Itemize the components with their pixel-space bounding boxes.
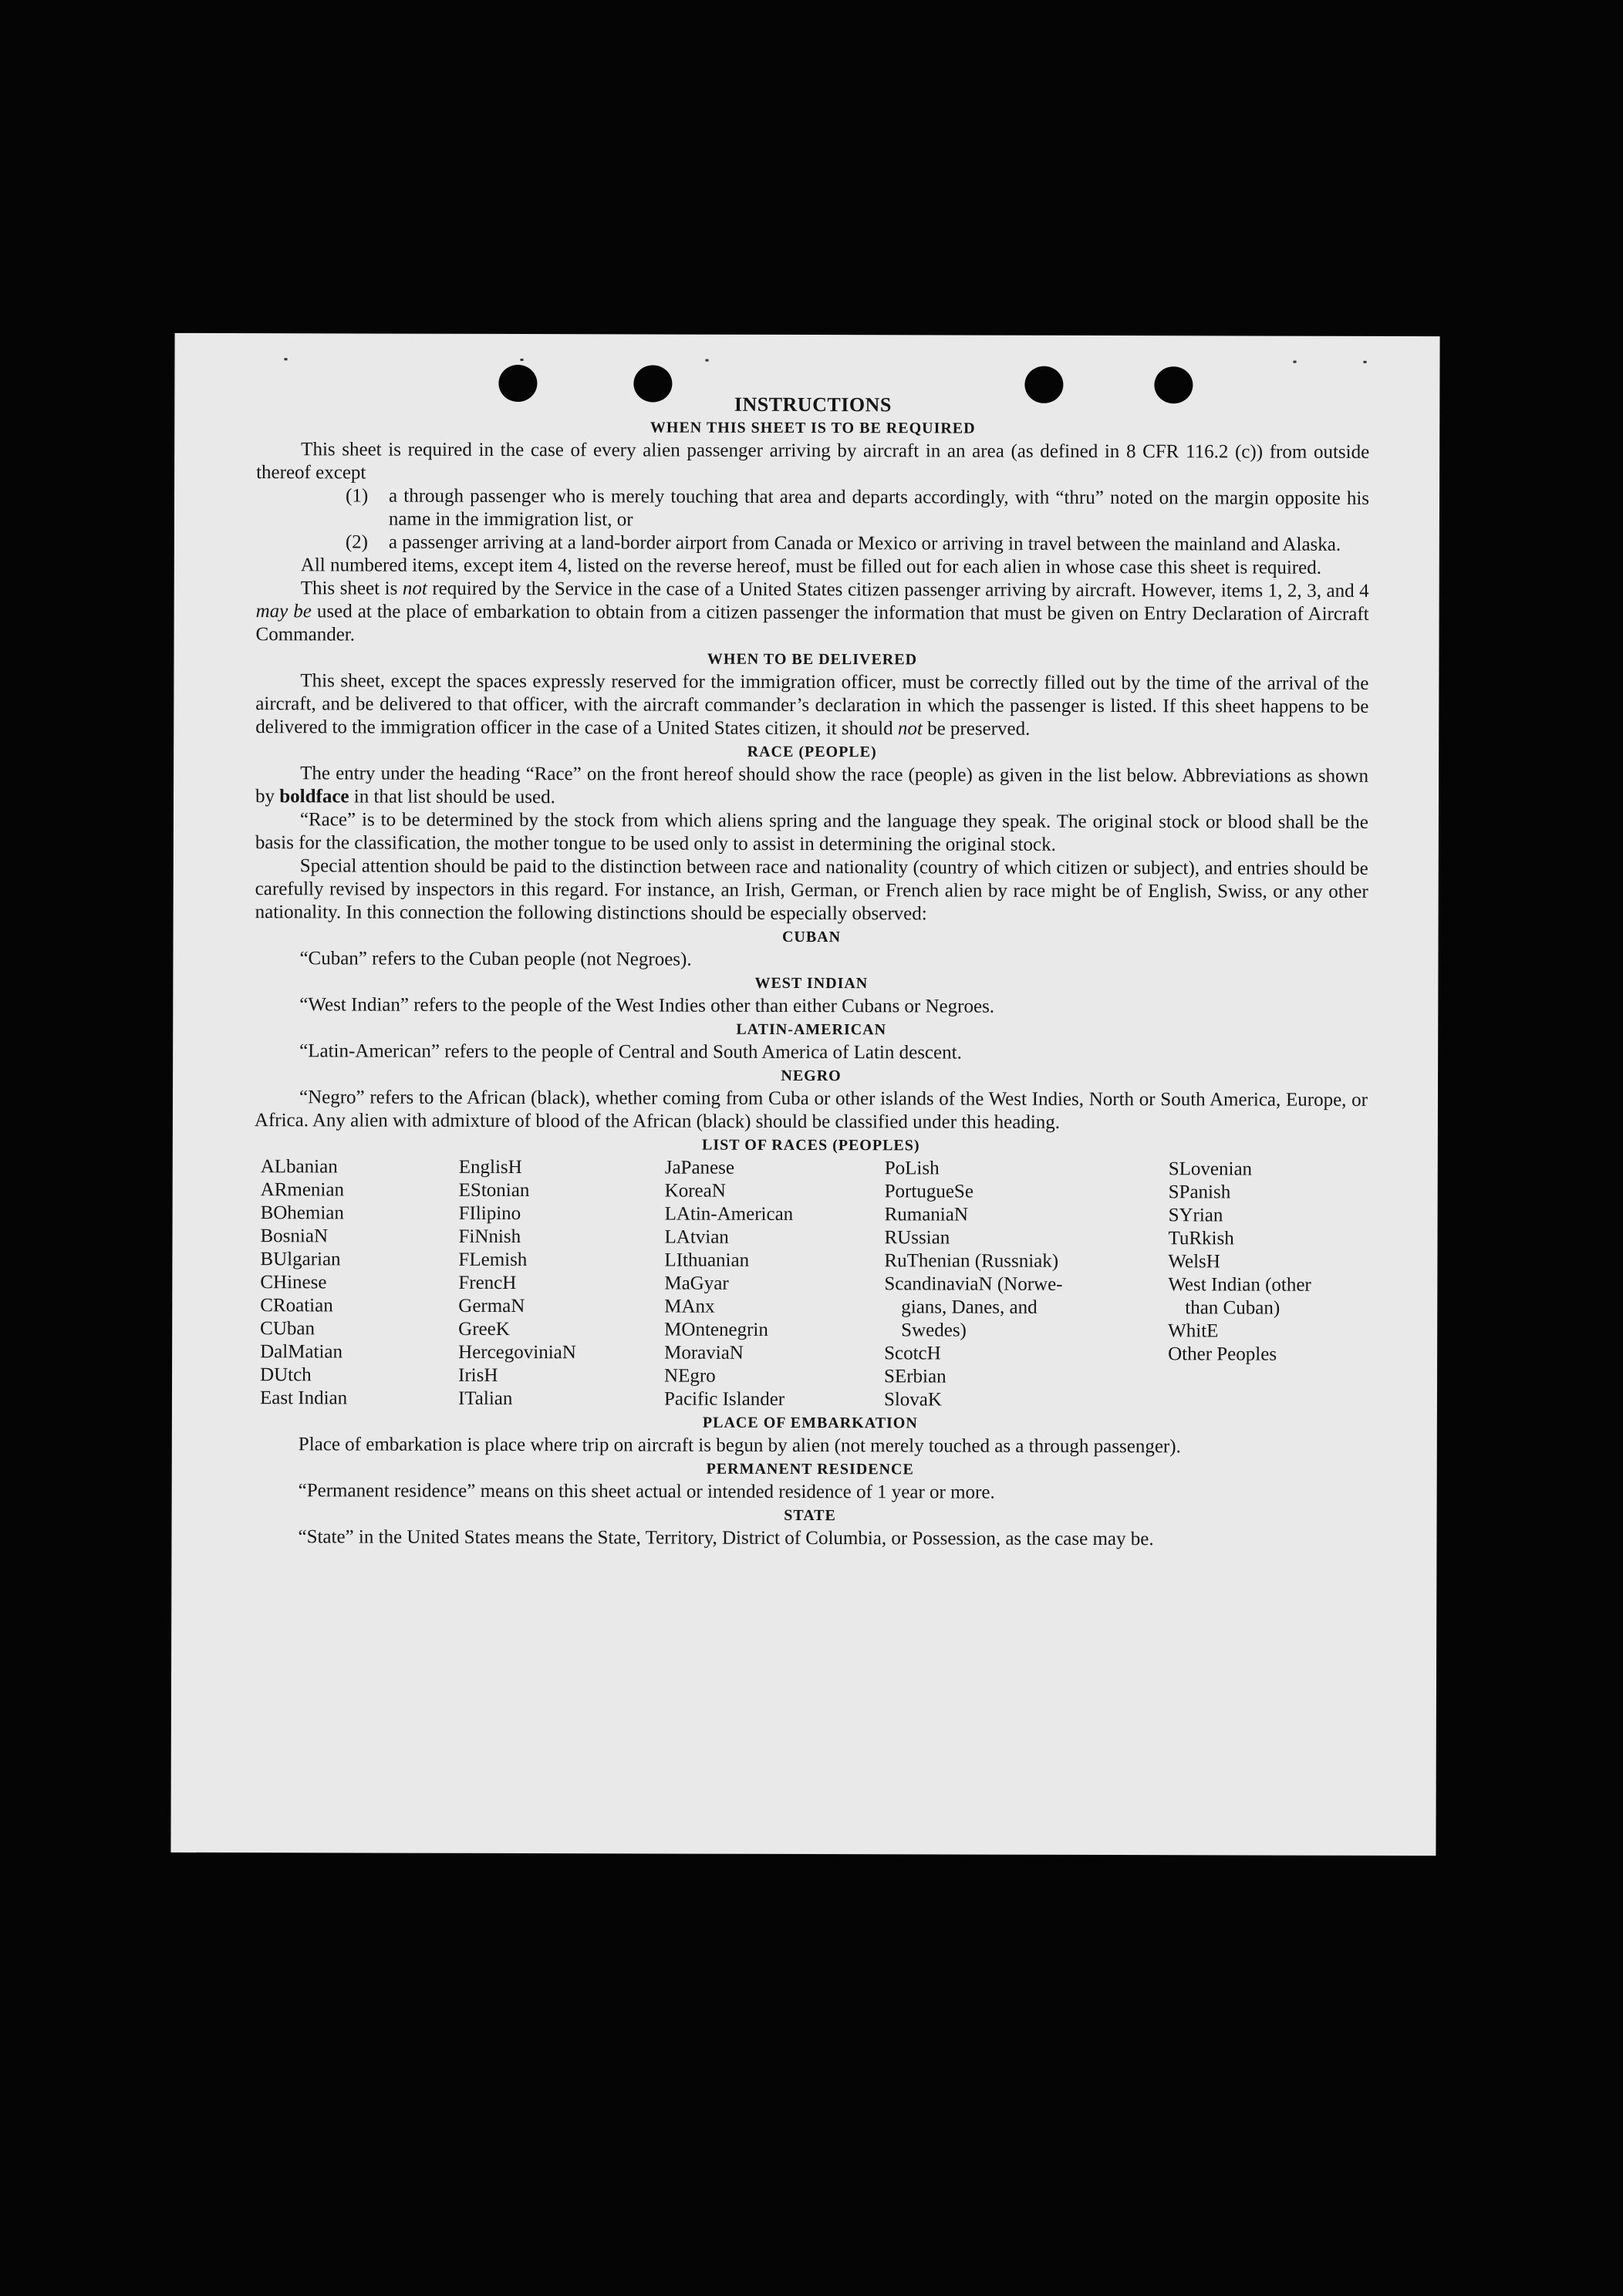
races-column-2 — [458, 1156, 665, 1411]
race-entry-continued: than Cuban) — [1185, 1297, 1281, 1319]
text-run: in that list should be used. — [349, 786, 555, 808]
item-text: a through passenger who is merely touching that area and departs accordingly, with “thru” noted on the margin opposite his name in the immigration list, or — [388, 485, 1370, 531]
race-entry: FIlipino — [458, 1202, 521, 1225]
race-entry: NEgro — [664, 1365, 716, 1387]
race-entry: Pacific Islander — [663, 1388, 785, 1410]
speck — [705, 359, 708, 362]
race-entry: CHinese — [260, 1272, 327, 1293]
section-heading-residence: PERMANENT RESIDENCE — [706, 1460, 914, 1478]
page-title: INSTRUCTIONS — [734, 393, 892, 416]
italic-may-be: may be — [255, 601, 312, 622]
paragraph-cuban: “Cuban” refers to the Cuban people (not Negroes). — [299, 948, 692, 970]
speck — [284, 358, 287, 360]
race-entry: BUlgarian — [260, 1249, 341, 1270]
race-entry: DalMatian — [260, 1341, 343, 1363]
race-entry: ALbanian — [260, 1156, 338, 1178]
race-entry-continued: gians, Danes, and — [901, 1296, 1038, 1318]
race-entry: RUssian — [884, 1227, 950, 1249]
race-entry: PortugueSe — [884, 1181, 973, 1202]
document-sheet — [170, 333, 1439, 1856]
races-column-4 — [884, 1157, 1169, 1412]
text-run: be preserved. — [922, 718, 1031, 740]
text-run: used at the place of embarkation to obtain from a citizen passenger the information that must be given on Entry Declaration of Aircraft Commander. — [255, 601, 1369, 646]
item-text: a passenger arriving at a land-border airport from Canada or Mexico or arriving in travel between the mainland and Alaska. — [388, 531, 1341, 555]
race-entry: SYrian — [1168, 1205, 1223, 1226]
paragraph-west-indian: “West Indian” refers to the people of the West Indies other than either Cubans or Negroes. — [299, 994, 995, 1017]
race-entry: BosniaN — [260, 1226, 329, 1247]
race-entry: RuThenian (Russniak) — [884, 1250, 1059, 1272]
section-heading-when-delivered: WHEN TO BE DELIVERED — [707, 650, 918, 669]
race-entry: MOntenegrin — [664, 1319, 768, 1340]
race-entry: FrencH — [458, 1272, 517, 1294]
race-entry: MaGyar — [664, 1273, 729, 1294]
paragraph-citizen — [256, 577, 1369, 649]
race-entry: TuRkish — [1168, 1228, 1234, 1249]
paragraph-delivered — [255, 669, 1368, 742]
section-heading-when-required: WHEN THIS SHEET IS TO BE REQUIRED — [650, 419, 976, 437]
speck — [1363, 361, 1366, 363]
race-entry: CUban — [260, 1318, 315, 1340]
race-entry: SPanish — [1168, 1182, 1231, 1203]
item-number: (1) — [345, 485, 369, 507]
race-entry: PoLish — [884, 1158, 940, 1179]
text-run: This sheet, except the spaces expressly reserved for the immigration officer, must be correctly filled out by the time of the arrival of the aircraft, and be delivered to that officer, with the aircraft commander’s declaration in which the passenger is listed. If this sheet happens to be delivered to the immigration officer in the case of a United States citizen, it should — [255, 670, 1369, 740]
race-entry: GreeK — [458, 1318, 510, 1340]
section-heading-race: RACE (PEOPLE) — [747, 743, 877, 761]
race-entry: BOhemian — [260, 1202, 344, 1224]
item-number: (2) — [345, 531, 369, 553]
race-entry: ARmenian — [260, 1179, 345, 1201]
race-entry: IrisH — [458, 1364, 498, 1386]
race-entry: WhitE — [1168, 1320, 1219, 1342]
race-entry: SErbian — [884, 1366, 946, 1387]
races-column-3 — [664, 1157, 885, 1412]
paragraph-latin-american: “Latin-American” refers to the people of Central and South America of Latin descent. — [299, 1040, 962, 1064]
race-entry: EnglisH — [458, 1156, 522, 1178]
exception-item-2 — [256, 531, 1369, 557]
race-entry: JaPanese — [664, 1157, 735, 1178]
races-column-1 — [260, 1155, 459, 1411]
speck — [1293, 361, 1296, 363]
race-entry: HercegoviniaN — [458, 1341, 576, 1364]
race-entry: SlovaK — [883, 1389, 942, 1411]
section-heading-west-indian: WEST INDIAN — [754, 974, 869, 993]
section-heading-embarkation: PLACE OF EMBARKATION — [702, 1414, 918, 1432]
race-entry: MoraviaN — [664, 1342, 744, 1364]
section-heading-state: STATE — [784, 1506, 836, 1525]
text-run: The entry under the heading “Race” on the front hereof should show the race (people) as given in the list below. Abbreviations as shown by — [255, 763, 1369, 807]
race-entry: West Indian (other — [1168, 1274, 1311, 1296]
paragraph-numbered-items: All numbered items, except item 4, listed on the reverse hereof, must be filled out for each alien in whose case this sheet is required. — [300, 555, 1322, 578]
text-run: required by the Service in the case of a United States citizen passenger arriving by aircraft. However, items 1, 2, 3, and 4 — [427, 578, 1369, 602]
paragraph-required-intro: This sheet is required in the case of every alien passenger arriving by aircraft in an area (as defined in 8 CFR 116.2 (c)) from outside thereof except — [256, 439, 1370, 484]
text-run: This sheet is — [300, 578, 403, 599]
paragraph-residence: “Permanent residence” means on this sheet actual or intended residence of 1 year or more. — [298, 1480, 995, 1503]
paragraph-race-definition: “Race” is to be determined by the stock from which aliens spring and the language they speak. The original stock or blood shall be the basis for the classification, the mother tongue to be used only to assist in determining the original stock. — [255, 809, 1368, 855]
race-entry: ITalian — [457, 1387, 513, 1410]
italic-not: not — [897, 718, 923, 740]
race-entry: LIthuanian — [664, 1249, 750, 1271]
section-heading-latin-american: LATIN-AMERICAN — [736, 1020, 887, 1039]
race-entry: LAtvian — [664, 1226, 729, 1248]
race-entry: GermaN — [458, 1295, 525, 1317]
race-entry: CRoatian — [260, 1295, 333, 1317]
race-entry: DUtch — [260, 1364, 312, 1386]
paragraph-negro: “Negro” refers to the African (black), whether coming from Cuba or other islands of the West Indies, North or South America, Europe, or Africa. Any alien with admixture of blood of the African (black) should be classified under this heading. — [254, 1087, 1368, 1133]
race-entry-continued: Swedes) — [901, 1320, 967, 1341]
section-heading-cuban: CUBAN — [781, 928, 842, 946]
italic-not: not — [402, 578, 427, 599]
bold-boldface: boldface — [279, 786, 349, 807]
race-entry: MAnx — [664, 1296, 715, 1317]
exception-item-1 — [256, 484, 1369, 534]
race-entry: SLovenian — [1168, 1158, 1253, 1180]
section-heading-races-list: LIST OF RACES (PEOPLES) — [702, 1136, 920, 1155]
race-entry: East Indian — [259, 1387, 348, 1409]
races-column-5 — [1168, 1158, 1374, 1413]
race-entry: KoreaN — [664, 1180, 726, 1202]
races-list — [260, 1155, 1368, 1413]
race-entry: FiNnish — [458, 1226, 521, 1248]
speck — [520, 359, 523, 361]
race-entry: EStonian — [458, 1179, 530, 1202]
instructions-content — [253, 392, 1369, 1552]
paragraph-race-entry — [255, 762, 1368, 811]
paragraph-embarkation: Place of embarkation is place where trip on aircraft is begun by alien (not merely touched as a through passenger). — [298, 1434, 1181, 1458]
race-entry: Other Peoples — [1168, 1344, 1277, 1365]
race-entry: FLemish — [458, 1249, 528, 1271]
race-entry: ScandinaviaN (Norwe- — [884, 1273, 1063, 1295]
race-entry: RumaniaN — [884, 1204, 968, 1226]
paragraph-race-nationality: Special attention should be paid to the distinction between race and nationality (country of which citizen or subject), and entries should be carefully revised by inspectors in this regard. For instance, an Irish, German, or French alien by race might be of English, Swiss, or any other nationality. In this connection the following distinctions should be especially observed: — [255, 855, 1368, 925]
race-entry: ScotcH — [884, 1343, 941, 1364]
paragraph-state: “State” in the United States means the State, Territory, District of Columbia, or Possession, as the case may be. — [298, 1526, 1154, 1550]
race-entry: WelsH — [1168, 1251, 1220, 1273]
race-entry: LAtin-American — [664, 1203, 794, 1225]
section-heading-negro: NEGRO — [781, 1067, 842, 1085]
